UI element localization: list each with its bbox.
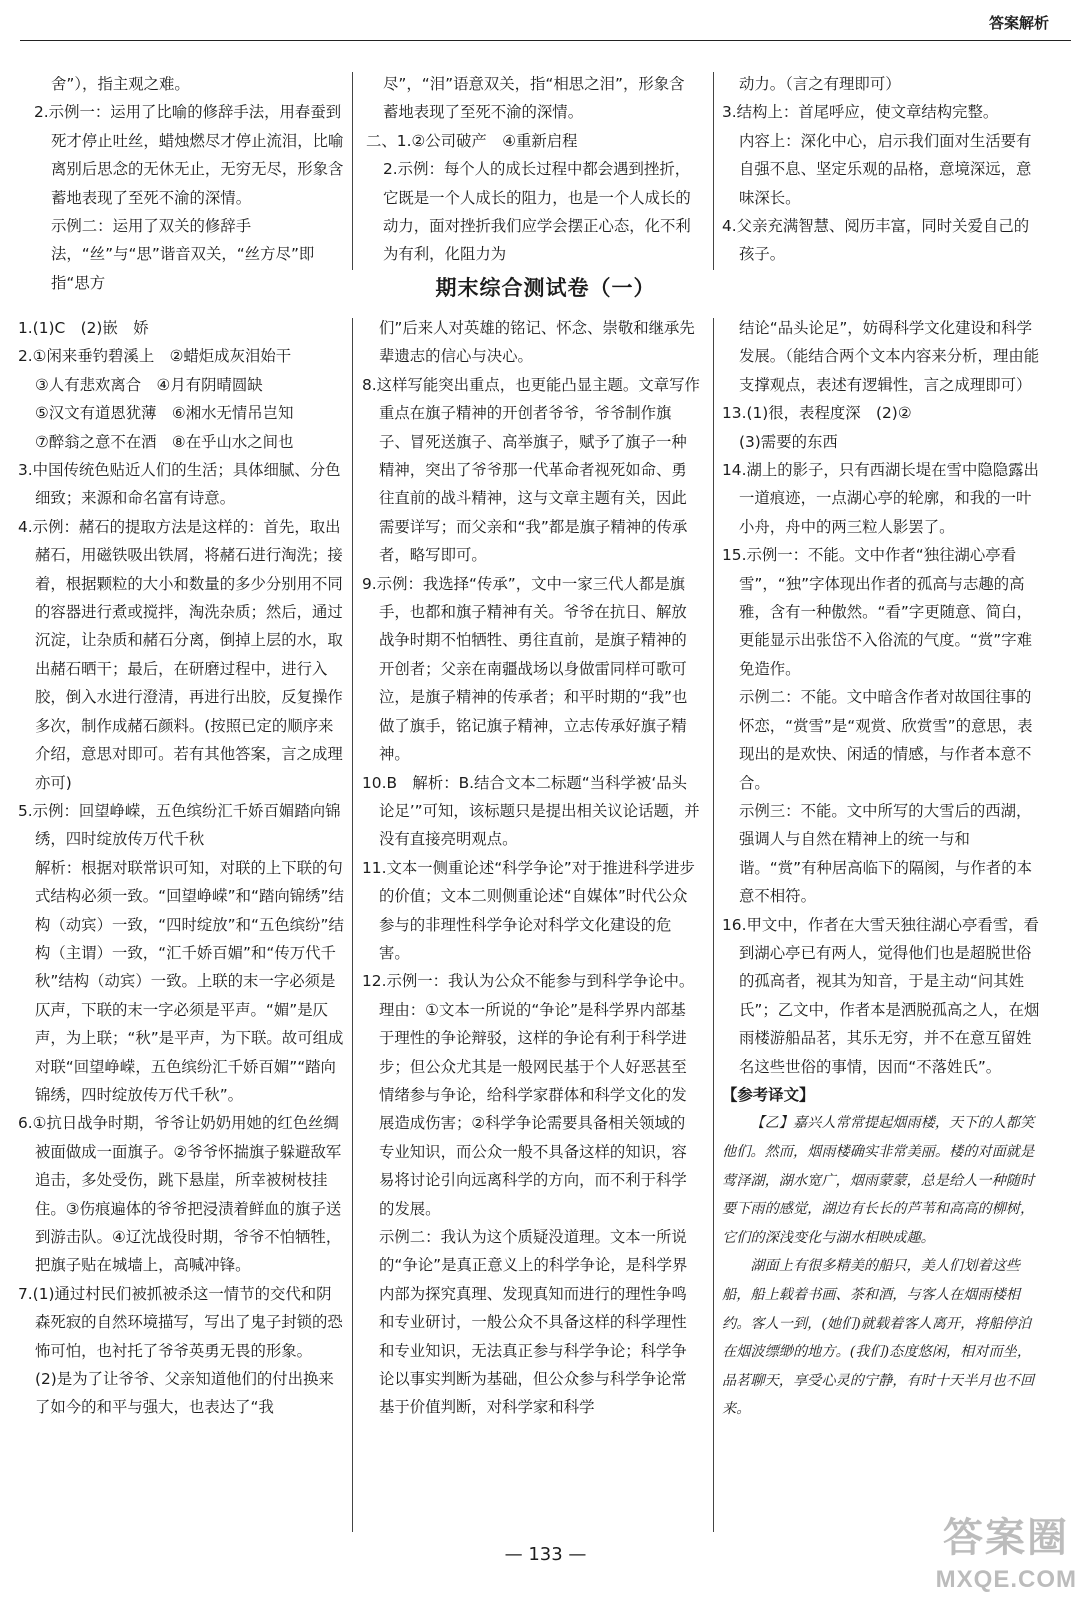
bottom-column-1 (18, 314, 344, 1422)
answer-item: 2.示例一：运用了比喻的修辞手法，用春蚕到死才停止吐丝，蜡烛燃尽才停止流泪，比喻离别后思念的无休无止，无穷无尽，形象含蓄地表现了至死不渝的深情。 (34, 103, 344, 207)
answer-item: 16.甲文中，作者在大雪天独往湖心亭看雪，看到湖心亭已有两人，觉得他们也是超脱世俗的孤高者，视其为知音，于是主动“问其姓氏”；乙文中，作者本是洒脱孤高之人，在烟雨楼游船品茗，其乐无穷，并不在意互留姓名这些世俗的事情，因而“不落姓氏”。 (722, 915, 1040, 1076)
answer-item: 2.①闲来垂钓碧溪上 ②蜡炬成灰泪始干 (18, 347, 292, 366)
watermark-text: 答案圈 (943, 1516, 1069, 1560)
answer-text: 示例二：不能。文中暗含作者对故国往事的怀恋，“赏雪”是“观赏、欣赏雪”的意思，表现出的是欢快、闲适的情感，与作者本意不合。 (739, 688, 1033, 792)
top-column-1 (34, 70, 344, 297)
section-title: 期末综合测试卷（一） (435, 276, 656, 300)
answer-text: 舍”），指主观之难。 (51, 75, 190, 93)
answer-item: 3.中国传统色贴近人们的生活；具体细腻、分色细致；来源和命名富有诗意。 (18, 461, 341, 508)
translation-paragraph: 湖面上有很多精美的船只，美人们划着这些船，船上载着书画、茶和酒，与客人在烟雨楼相约。客人一到，(她们)就载着客人离开，将船停泊在烟波缥缈的地方。(我们)态度悠闲，相对而坐，品茗聊天，享受心灵的宁静，有时十天半月也不回来。 (722, 1258, 1035, 1418)
answer-text: 解析：根据对联常识可知，对联的上下联的句式结构必须一致。“回望峥嵘”和“踏向锦绣”结构（动宾）一致，“四时绽放”和“五色缤纷”结构（主谓）一致，“汇千娇百媚”和“传万代千秋”结构（动宾）一致。上联的末一字必须是仄声，下联的末一字必须是平声。“媚”是仄声，为上联；“秋”是平声，为下联。故可组成对联“回望峥嵘，五色缤纷汇千娇百媚”“踏向锦绣，四时绽放传万代千秋”。 (35, 858, 344, 1104)
answer-text: (2)是为了让爷爷、父亲知道他们的付出换来了如今的和平与强大，也表达了“我 (35, 1370, 334, 1417)
answer-item: 11.文本一侧重论述“科学争论”对于推进科学进步的价值；文本二则侧重论述“自媒体”时代公众参与的非理性科学争论对科学文化建设的危害。 (362, 858, 695, 962)
answer-item: 5.示例：回望峥嵘，五色缤纷汇千娇百媚踏向锦绣，四时绽放传万代千秋 (18, 801, 341, 849)
answer-item: 4.父亲充满智慧、阅历丰富，同时关爱自己的孩子。 (722, 217, 1030, 264)
answer-item: 6.①抗日战争时期，爷爷让奶奶用她的红色丝绸被面做成一面旗子。②爷爷怀揣旗子躲避敌军追击，多处受伤，跳下悬崖，所幸被树枝挂住。③伤痕遍体的爷爷把浸渍着鲜血的旗子送到游击队。④辽沈战役时期，爷爷不怕牺牲，把旗子贴在城墙上，高喊冲锋。 (18, 1114, 342, 1275)
watermark-url: MXQE.COM (935, 1566, 1077, 1593)
column-divider (713, 72, 714, 270)
answer-item: 12.示例一：我认为公众不能参与到科学争论中。理由：①文本一所说的“争论”是科学界内部基于理性的争论辩驳，这样的争论有利于科学进步；但公众尤其是一般网民基于个人好恶甚至情绪参与争论，给科学家群体和科学文化的发展造成伤害；②科学争论需要具备相关领域的专业知识，而公众一般不具备这样的知识，容易将讨论引向远离科学的方向，而不利于科学的发展。 (362, 972, 695, 1218)
answer-text: 尽”，“泪”语意双关，指“相思之泪”，形象含蓄地表现了至死不渝的深情。 (383, 75, 685, 122)
answer-text: 内容上：深化中心，启示我们面对生活要有自强不息、坚定乐观的品格，意境深远，意味深长。 (739, 131, 1032, 207)
translation-heading: 【参考译文】 (722, 1085, 815, 1104)
top-column-3 (722, 70, 1040, 269)
answer-item: 10.B 解析：B.结合文本二标题“当科学被‘品头论足’”可知，该标题只是提出相关议论话题，并没有直接亮明观点。 (362, 773, 700, 849)
answer-text: ③人有悲欢离合 ④月有阴晴圆缺 (35, 375, 263, 394)
answer-item: 4.示例：赭石的提取方法是这样的：首先，取出赭石，用磁铁吸出铁屑，将赭石进行淘洗；接着，根据颗粒的大小和数量的多少分别用不同的容器进行煮或搅拌，淘洗杂质；然后，通过沉淀，让杂质和赭石分离，倒掉上层的水，取出赭石晒干；最后，在研磨过程中，进行入胶，倒入水进行澄清，再进行出胶，反复操作多次，制作成赭石颜料。(按照已定的顺序来介绍，意思对即可。若有其他答案，言之成理亦可) (18, 517, 343, 792)
answer-text: 示例二：我认为这个质疑没道理。文本一所说的“争论”是真正意义上的科学争论，是科学界内部为探究真理、发现真知而进行的理性争鸣和专业研讨，一般公众不具备这样的科学理性和专业知识，无法真正参与科学争论；科学争论以事实判断为基础，但公众参与科学争论常基于价值判断，对科学家和科学 (379, 1228, 688, 1417)
answer-text: ⑤汉文有道恩犹薄 ⑥湘水无情吊岂知 (35, 404, 294, 423)
answer-text: 示例三：不能。文中所写的大雪后的西湖，强调人与自然在精神上的统一与和谐。“赏”有种居高临下的隔阂，与作者的本意不相符。 (739, 801, 1032, 906)
answer-text: 结论“品头论足”，妨碍科学文化建设和科学发展。（能结合两个文本内容来分析，理由能支撑观点，表述有逻辑性，言之成理即可） (739, 319, 1040, 394)
answer-text: 们”后来人对英雄的铭记、怀念、崇敬和继承先辈遗志的信心与决心。 (379, 319, 695, 366)
answer-item: 2.示例：每个人的成长过程中都会遇到挫折，它既是一个人成长的阻力，也是一个人成长的动力，面对挫折我们应学会摆正心态，化不利为有利，化阻力为 (383, 160, 691, 264)
answer-text: (3)需要的东西 (739, 432, 838, 451)
bottom-column-3 (722, 314, 1040, 1424)
answer-text: 动力。（言之有理即可） (739, 75, 901, 93)
answer-item: 3.结构上：首尾呼应，使文章结构完整。 (722, 103, 999, 122)
answer-item: 14.湖上的影子，只有西湖长堤在雪中隐隐露出一道痕迹，一点湖心亭的轮廓，和我的一叶小舟，舟中的两三粒人影罢了。 (722, 461, 1039, 536)
answer-item: 15.示例一：不能。文中作者“独往湖心亭看雪”，“独”字体现出作者的孤高与志趣的高雅，含有一种傲然。“看”字更随意、简白，更能显示出张岱不入俗流的气度。“赏”字难免造作。 (722, 546, 1032, 678)
column-divider (713, 318, 714, 1532)
reference-translation (722, 1109, 1040, 1424)
translation-paragraph: 【乙】嘉兴人常常提起烟雨楼，天下的人都笑他们。然而，烟雨楼确实非常美丽。楼的对面就是莺泽湖，湖水宽广，烟雨蒙蒙，总是给人一种随时要下雨的感觉，湖边有长长的芦苇和高高的柳树，它们的深浅变化与湖水相映成趣。 (722, 1115, 1035, 1246)
page-number: — 133 — (504, 1544, 587, 1565)
answer-item: 1.(1)C (2)嵌 娇 (18, 319, 149, 337)
answer-item: 7.(1)通过村民们被抓被杀这一情节的交代和阴森死寂的自然环境描写，写出了鬼子封锁的恐怖可怕，也衬托了爷爷英勇无畏的形象。 (18, 1284, 343, 1360)
answer-item: 9.示例：我选择“传承”，文中一家三代人都是旗手，也都和旗子精神有关。爷爷在抗日、解放战争时期不怕牺牲、勇往直前，是旗子精神的开创者；父亲在南疆战场以身做雷同样可歌可泣，是旗子精神的传承者；和平时期的“我”也做了旗手，铭记旗子精神，立志传承好旗子精神。 (362, 574, 688, 764)
column-divider (352, 318, 353, 1532)
column-divider (352, 72, 353, 270)
answer-text: ⑦醉翁之意不在酒 ⑧在乎山水之间也 (35, 432, 294, 451)
header-title: 答案解析 (988, 14, 1049, 32)
header-divider (20, 40, 1071, 41)
answer-item: 二、1.②公司破产 ④重新启程 (366, 131, 578, 150)
answer-item: 13.(1)很，表程度深 (2)② (722, 404, 912, 423)
watermark-logo (887, 1506, 1077, 1594)
answer-text: 示例二：运用了双关的修辞手法，“丝”与“思”谐音双关，“丝方尽”即指“思方 (51, 217, 315, 292)
top-column-2 (366, 70, 696, 269)
answer-item: 8.这样写能突出重点，也更能凸显主题。文章写作重点在旗子精神的开创者爷爷，爷爷制作旗子、冒死送旗子、高举旗子，赋予了旗子一种精神，突出了爷爷那一代革命者视死如命、勇往直前的战斗精神，这与文章主题有关，因此需要详写；而父亲和“我”都是旗子精神的传承者，略写即可。 (362, 375, 700, 565)
bottom-column-2 (362, 314, 700, 1422)
